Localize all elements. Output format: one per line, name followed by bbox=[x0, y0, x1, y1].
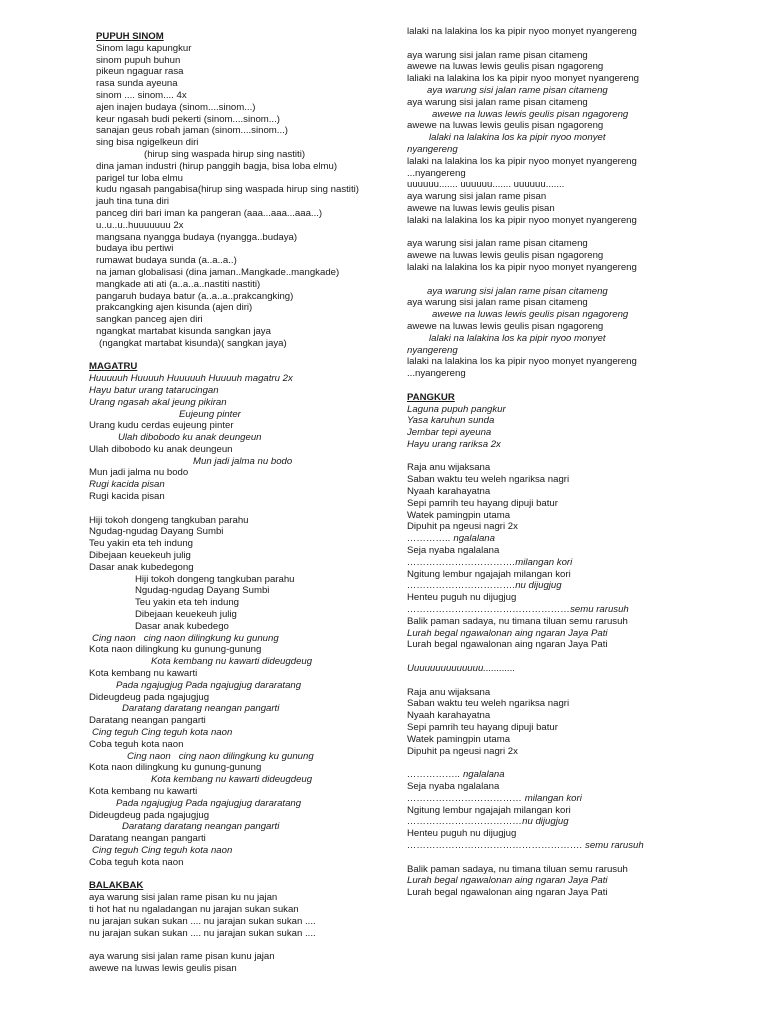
lyric-line: rumawat budaya sunda (a..a..a..) bbox=[96, 255, 237, 267]
lyric-line: Dasar anak kubedego bbox=[135, 620, 229, 632]
lyric-line: awewe na luwas lewis geulis pisan ngagoreng bbox=[407, 120, 604, 132]
lyric-line: panceg diri bari iman ka pangeran (aaa...aaa...aaa...) bbox=[96, 207, 323, 219]
lyric-line: Hiji tokoh dongeng tangkuban parahu bbox=[89, 514, 249, 526]
lyric-line: jauh tina tuna diri bbox=[96, 196, 170, 208]
spacer bbox=[407, 38, 707, 50]
lyric-line: aya warung sisi jalan rame pisan citameng bbox=[407, 238, 588, 250]
spacer bbox=[89, 869, 389, 881]
lyric-line: ...nyangereng bbox=[407, 167, 466, 179]
lyric-line: sanajan geus robah jaman (sinom....sinom...) bbox=[96, 125, 288, 137]
section-heading: BALAKBAK bbox=[89, 880, 144, 892]
lyric-line: Lurah begal ngawalonan aing ngaran Jaya Pati bbox=[407, 639, 608, 651]
lyric-line: aya warung sisi jalan rame pisan citameng bbox=[427, 84, 608, 96]
section-heading: PUPUH SINOM bbox=[96, 31, 164, 42]
lyric-line: Ngitung lembur ngajajah milangan kori bbox=[407, 804, 571, 816]
lyric-line: keur ngasah budi pekerti (sinom....sinom...) bbox=[96, 113, 280, 125]
lyric-line: (ngangkat martabat kisunda)( sangkan jaya) bbox=[99, 337, 287, 349]
lyric-line: Pada ngajugjug Pada ngajugjug dararatang bbox=[116, 797, 302, 809]
lyric-line: ngangkat martabat kisunda sangkan jaya bbox=[96, 325, 271, 337]
lyric-line: nyangereng bbox=[407, 344, 458, 356]
lyric-line: na jaman globalisasi (dina jaman..Mangkade..mangkade) bbox=[96, 266, 340, 278]
lyric-line: Pada ngajugjug Pada ngajugjug dararatang bbox=[116, 679, 302, 691]
lyric-line: Mun jadi jalma nu bodo bbox=[89, 467, 189, 479]
section-heading: PANGKUR bbox=[407, 391, 455, 403]
lyric-line: Sepi pamrih teu hayang dipuji batur bbox=[407, 497, 558, 509]
lyric-line: Teu yakin eta teh indung bbox=[89, 538, 194, 550]
lyric-line: Balik paman sadaya, nu timana tiluan semu rarusuh bbox=[407, 863, 628, 875]
spacer bbox=[407, 651, 707, 663]
lyric-line: Rugi kacida pisan bbox=[89, 479, 165, 491]
lyric-line: pangaruh budaya batur (a..a..a..prakcangking) bbox=[96, 290, 294, 302]
lyric-line: awewe na luwas lewis geulis pisan bbox=[89, 962, 237, 974]
spacer bbox=[407, 757, 707, 769]
lyric-line: aya warung sisi jalan rame pisan kunu jajan bbox=[89, 951, 275, 963]
lyric-line: u..u..u..huuuuuuu 2x bbox=[96, 219, 184, 231]
lyric-line: Kota kembang nu kawarti bbox=[89, 786, 198, 797]
lyric-line: Ngitung lembur ngajajah milangan kori bbox=[407, 568, 571, 580]
lyric-line: Hayu urang rariksa 2x bbox=[407, 438, 501, 450]
section-heading: MAGATRU bbox=[89, 361, 138, 373]
lyric-line: Kota naon dilingkung ku gunung-gunung bbox=[89, 644, 262, 656]
lyric-line: Mun jadi jalma nu bodo bbox=[193, 455, 293, 467]
lyric-line: Daratang daratang neangan pangarti bbox=[122, 821, 280, 833]
lyric-line: ti hot hat nu ngaladangan nu jarajan sukan sukan bbox=[89, 903, 299, 915]
lyric-line: ...nyangereng bbox=[407, 368, 466, 380]
lyric-line: Lurah begal ngawalonan aing ngaran Jaya Pati bbox=[407, 887, 608, 899]
spacer bbox=[407, 852, 707, 864]
lyric-line: prakcangking ajen kisunda (ajen diri) bbox=[96, 302, 253, 314]
lyric-line: sangkan panceg ajen diri bbox=[96, 314, 203, 326]
spacer bbox=[89, 350, 389, 362]
lyric-line: ……………………………………………semu rarusuh bbox=[407, 604, 629, 616]
lyric-line: Kota naon dilingkung ku gunung-gunung bbox=[89, 762, 262, 774]
lyric-line: Coba teguh kota naon bbox=[89, 856, 184, 868]
lyric-line: (hirup sing waspada hirup sing nastiti) bbox=[144, 148, 306, 160]
lyric-line: awewe na luwas lewis geulis pisan ngagoreng bbox=[407, 250, 604, 262]
lyric-line: Lurah begal ngawalonan aing ngaran Jaya Pati bbox=[407, 875, 608, 887]
lyric-line: awewe na luwas lewis geulis pisan bbox=[407, 202, 555, 214]
lyric-line: aya warung sisi jalan rame pisan citameng bbox=[407, 96, 588, 108]
lyric-line: sinom pupuh buhun bbox=[96, 54, 181, 66]
lyric-line: Ngudag-ngudag Dayang Sumbi bbox=[135, 585, 270, 597]
lyric-line: pikeun ngaguar rasa bbox=[96, 66, 184, 78]
lyric-line: aya warung sisi jalan rame pisan bbox=[407, 191, 547, 203]
lyric-line: Dideugdeug pada ngajugjug bbox=[89, 691, 210, 703]
lyric-line: Cing teguh Cing teguh kota naon bbox=[92, 844, 233, 856]
lyric-line: budaya ibu pertiwi bbox=[96, 243, 174, 255]
lyric-line: Hayu batur urang tatarucingan bbox=[89, 384, 219, 396]
lyric-line: awewe na luwas lewis geulis pisan ngagoreng bbox=[407, 61, 604, 73]
lyric-line: awewe na luwas lewis geulis pisan ngagoreng bbox=[432, 108, 629, 120]
spacer bbox=[407, 274, 707, 286]
lyric-line: uuuuuu....... uuuuuu....... uuuuuu....... bbox=[407, 179, 565, 191]
lyric-line: Cing teguh Cing teguh kota naon bbox=[92, 727, 233, 739]
lyric-line: dina jaman industri (hirup panggih bagja, bisa loba elmu) bbox=[96, 160, 338, 172]
lyric-line: Daratang daratang neangan pangarti bbox=[122, 703, 280, 715]
lyric-line: Ulah dibobodo ku anak deungeun bbox=[89, 443, 233, 455]
lyric-line: rasa sunda ayeuna bbox=[96, 78, 178, 90]
lyric-line: Daratang neangan pangarti bbox=[89, 715, 206, 727]
lyric-line: awewe na luwas lewis geulis pisan ngagoreng bbox=[432, 309, 629, 321]
lyric-line: Lurah begal ngawalonan aing ngaran Jaya Pati bbox=[407, 627, 608, 639]
lyric-line: lalaki na lalakina los ka pipir nyoo monyet bbox=[429, 332, 606, 344]
lyric-line: aya warung sisi jalan rame pisan citameng bbox=[427, 285, 608, 297]
lyric-line: Jembar tepi ayeuna bbox=[407, 427, 492, 439]
lyric-line: lalaki na lalakina los ka pipir nyoo monyet nyangereng bbox=[407, 356, 637, 368]
lyric-line: Saban waktu teu weleh ngariksa nagri bbox=[407, 474, 570, 486]
lyric-line: sing bisa ngigelkeun diri bbox=[96, 137, 199, 149]
lyric-line: …………………………….nu dijugjug bbox=[407, 580, 562, 592]
lyric-line: Henteu puguh nu dijugjug bbox=[407, 828, 517, 840]
spacer bbox=[407, 227, 707, 239]
lyric-line: mangsana nyangga budaya (nyangga..budaya) bbox=[96, 231, 298, 243]
lyric-line: Sinom lagu kapungkur bbox=[96, 42, 192, 54]
lyric-line: …………….. ngalalana bbox=[407, 769, 505, 781]
lyric-line: aya warung sisi jalan rame pisan citameng bbox=[407, 297, 588, 309]
lyric-line: Watek pamingpin utama bbox=[407, 733, 511, 745]
lyric-line: Dideugdeug pada ngajugjug bbox=[89, 809, 210, 821]
lyric-line: Cing naon cing naon dilingkung ku gunung bbox=[127, 750, 314, 762]
lyric-line: Ngudag-ngudag Dayang Sumbi bbox=[89, 526, 224, 538]
lyric-line: Teu yakin eta teh indung bbox=[135, 597, 240, 609]
spacer bbox=[407, 380, 707, 392]
lyric-line: Rugi kacida pisan bbox=[89, 491, 165, 503]
lyric-line: Laguna pupuh pangkur bbox=[407, 403, 506, 415]
lyric-line: mangkade ati ati (a..a..a..nastiti nastiti) bbox=[96, 278, 261, 290]
lyric-line: Daratang neangan pangarti bbox=[89, 833, 206, 845]
lyric-line: awewe na luwas lewis geulis pisan ngagoreng bbox=[407, 320, 604, 332]
lyric-line: Balik paman sadaya, nu timana tiluan semu rarusuh bbox=[407, 615, 628, 627]
lyric-line: lalaki na lalakina los ka pipir nyoo monyet bbox=[429, 132, 606, 144]
lyric-line: aya warung sisi jalan rame pisan citameng bbox=[407, 49, 588, 61]
lyric-line: Uuuuuuuuuuuuuu............ bbox=[407, 663, 516, 675]
lyric-line: laliaki na lalakina los ka pipir nyoo monyet nyangereng bbox=[407, 73, 639, 85]
lyric-line: Raja anu wijaksana bbox=[407, 462, 491, 474]
lyric-line: nu jarajan sukan sukan .... nu jarajan sukan sukan .... bbox=[89, 927, 316, 939]
lyric-line: nyangereng bbox=[407, 143, 458, 155]
lyric-line: Seja nyaba ngalalana bbox=[407, 781, 500, 792]
lyric-line: Dasar anak kubedegong bbox=[89, 561, 194, 573]
lyric-line: Seja nyaba ngalalana bbox=[407, 545, 500, 557]
lyric-line: Henteu puguh nu dijugjug bbox=[407, 592, 517, 604]
lyric-line: Nyaah karahayatna bbox=[407, 486, 491, 498]
lyric-line: parigel tur loba elmu bbox=[96, 172, 183, 184]
lyric-line: ………………………………nu dijugjug bbox=[407, 816, 569, 828]
lyric-line: Cing naon cing naon dilingkung ku gunung bbox=[92, 632, 279, 644]
lyric-line: Nyaah karahayatna bbox=[407, 710, 491, 722]
lyric-line: Huuuuuh Huuuuh Huuuuuh Huuuuh magatru 2x bbox=[89, 373, 293, 385]
lyric-line: lalaki na lalakina los ka pipir nyoo monyet nyangereng bbox=[407, 261, 637, 273]
lyric-line: Watek pamingpin utama bbox=[407, 509, 511, 521]
lyric-line: Kota kembang nu kawarti bbox=[89, 668, 198, 680]
spacer bbox=[89, 939, 389, 951]
lyric-line: kudu ngasah pangabisa(hirup sing waspada hirup sing nastiti) bbox=[96, 184, 359, 196]
lyric-line: Urang kudu cerdas eujeung pinter bbox=[89, 420, 234, 432]
lyric-line: Dipuhit pa ngeusi nagri 2x bbox=[407, 745, 518, 757]
lyric-line: lalaki na lalakina los ka pipir nyoo monyet nyangereng bbox=[407, 155, 637, 167]
lyric-line: Hiji tokoh dongeng tangkuban parahu bbox=[135, 573, 295, 585]
lyric-line: Dipuhit pa ngeusi nagri 2x bbox=[407, 521, 518, 533]
lyric-line: lalaki na lalakina los ka pipir nyoo monyet nyangereng bbox=[407, 26, 637, 37]
spacer bbox=[407, 675, 707, 687]
lyric-line: Coba teguh kota naon bbox=[89, 738, 184, 750]
lyric-line: ajen inajen budaya (sinom....sinom...) bbox=[96, 101, 256, 113]
spacer bbox=[407, 451, 707, 463]
lyric-line: ………….. ngalalana bbox=[407, 533, 495, 545]
right-column bbox=[407, 26, 707, 899]
lyric-line: sinom .... sinom.... 4x bbox=[96, 89, 187, 101]
lyric-line: Dibejaan keuekeuh julig bbox=[89, 550, 191, 562]
lyric-line: …………………………….milangan kori bbox=[407, 556, 573, 568]
lyric-line: ……………………………… milangan kori bbox=[407, 792, 582, 804]
lyric-line: Kota kembang nu kawarti dideugdeug bbox=[151, 774, 313, 786]
lyric-line: Yasa karuhun sunda bbox=[407, 415, 495, 427]
lyric-line: Kota kembang nu kawarti dideugdeug bbox=[151, 656, 313, 668]
lyric-line: Saban waktu teu weleh ngariksa nagri bbox=[407, 698, 570, 710]
lyric-line: Ulah dibobodo ku anak deungeun bbox=[118, 432, 262, 444]
lyric-line: nu jarajan sukan sukan .... nu jarajan sukan sukan .... bbox=[89, 915, 316, 927]
spacer bbox=[89, 503, 389, 515]
lyric-line: Eujeung pinter bbox=[179, 408, 241, 420]
lyric-line: aya warung sisi jalan rame pisan ku nu jajan bbox=[89, 892, 278, 904]
lyric-line: ………………………………………………. semu rarusuh bbox=[407, 839, 644, 851]
lyric-line: Urang ngasah akal jeung pikiran bbox=[89, 396, 227, 408]
lyric-line: lalaki na lalakina los ka pipir nyoo monyet nyangereng bbox=[407, 214, 637, 226]
lyric-line: Sepi pamrih teu hayang dipuji batur bbox=[407, 722, 558, 734]
left-column bbox=[89, 31, 389, 975]
lyric-line: Dibejaan keuekeuh julig bbox=[135, 609, 237, 621]
lyric-line: Raja anu wijaksana bbox=[407, 686, 491, 698]
